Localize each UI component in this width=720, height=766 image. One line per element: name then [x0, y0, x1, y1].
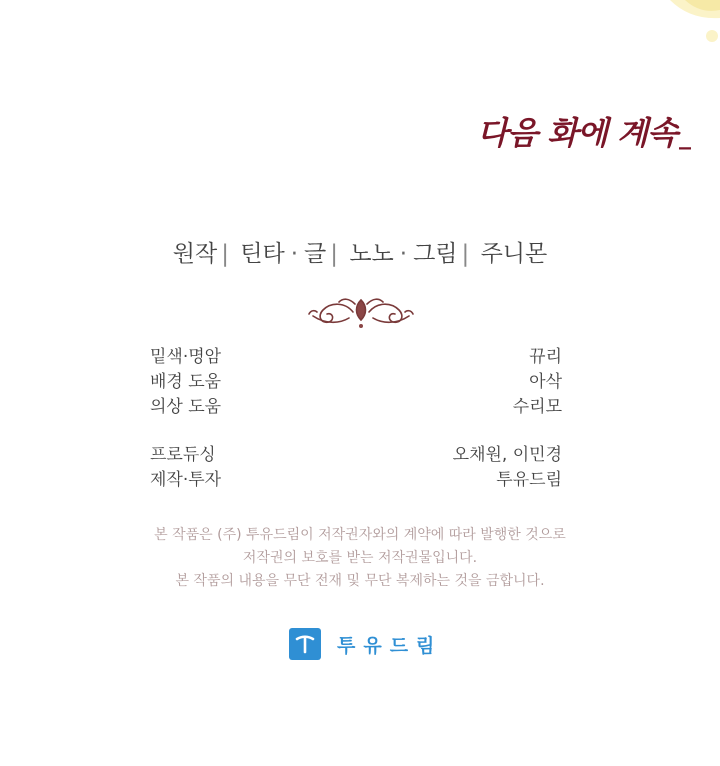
notice-line: 본 작품의 내용을 무단 전재 및 무단 복제하는 것을 금합니다.	[175, 573, 545, 589]
artist-name: 주니몬	[480, 241, 548, 267]
credits-line	[0, 235, 720, 268]
to-be-continued-title	[477, 108, 690, 154]
staff-name: 뀨리	[529, 347, 562, 367]
staff-role: 의상 도움	[150, 397, 222, 417]
brand-logo-icon	[289, 628, 321, 660]
writer-label: 글	[304, 241, 327, 267]
staff-name: 수리모	[512, 397, 562, 417]
ornament-divider-icon	[305, 292, 417, 330]
brand-name: 투유드림	[337, 634, 443, 657]
staff-name: 오채원, 이민경	[452, 445, 562, 465]
original-label: 원작	[172, 241, 218, 267]
staff-name: 아삭	[529, 372, 562, 392]
staff-role: 밑색·명암	[150, 347, 222, 367]
publisher-brand	[289, 628, 442, 660]
title-underscore: _	[679, 121, 690, 150]
staff-role: 프로듀싱	[150, 445, 216, 465]
writer-name: 노노	[349, 241, 394, 267]
separator: |	[330, 241, 338, 267]
separator-dot: ·	[399, 241, 408, 267]
staff-role: 제작·투자	[150, 470, 222, 490]
separator-dot: ·	[290, 241, 299, 267]
separator: |	[461, 241, 470, 267]
flower-decoration-icon	[630, 0, 720, 50]
notice-line: 저작권의 보호를 받는 저작권물입니다.	[242, 550, 478, 566]
separator: |	[221, 241, 229, 267]
staff-row	[150, 468, 562, 493]
art-label: 그림	[413, 241, 458, 267]
staff-name: 투유드림	[496, 470, 562, 490]
staff-row	[150, 395, 562, 420]
staff-list-1	[150, 345, 562, 420]
notice-line: 본 작품은 (주) 투유드림이 저작권자와의 계약에 따라 발행한 것으로	[154, 527, 566, 543]
copyright-notice	[0, 524, 720, 593]
staff-list-2	[150, 443, 562, 493]
staff-row	[150, 370, 562, 395]
staff-role: 배경 도움	[150, 372, 222, 392]
staff-row	[150, 345, 562, 370]
staff-row	[150, 443, 562, 468]
original-author: 틴타	[240, 241, 285, 267]
to-be-continued-text: 다음 화에 계속	[477, 114, 677, 152]
